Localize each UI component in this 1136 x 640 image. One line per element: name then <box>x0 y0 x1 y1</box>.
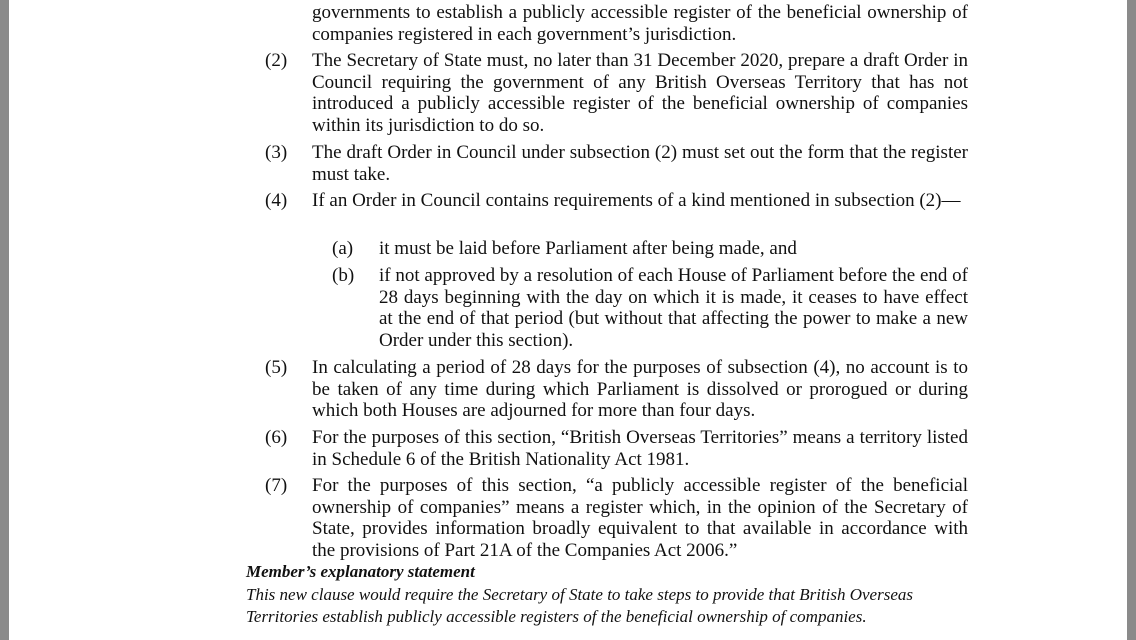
subsection-number: (4) <box>265 190 288 211</box>
subsection-text: The draft Order in Council under subsection (2) must set out the form that the register must take. <box>312 142 968 185</box>
document-page <box>9 0 1127 640</box>
subsection-text: If an Order in Council contains requirements of a kind mentioned in subsection (2)— <box>312 190 961 211</box>
subsection-number: (3) <box>265 142 288 163</box>
explanatory-statement-title: Member’s explanatory statement <box>246 562 475 581</box>
subsection-text: For the purposes of this section, “a publicly accessible register of the beneficial ownership of companies” means a register which, in the opinion of the Secretary of State, provides information broadly equivalent to that available in accordance with the provisions of Part 21A of the Companies Act 2006.” <box>312 475 968 561</box>
subsection-text: The Secretary of State must, no later than 31 December 2020, prepare a draft Order in Council requiring the government of any British Overseas Territory that has not introduced a publicly accessible register of the beneficial ownership of companies within its jurisdiction to do so. <box>312 50 968 136</box>
subsection-text: In calculating a period of 28 days for the purposes of subsection (4), no account is to be taken of any time during which Parliament is dissolved or prorogued or during which both Houses are adjourned for more than four days. <box>312 357 968 421</box>
paragraph-number: (a) <box>332 238 354 259</box>
subsection-number: (5) <box>265 357 288 378</box>
subsection-number: (2) <box>265 50 288 71</box>
clause-intro-continuation: governments to establish a publicly accessible register of the beneficial ownership of companies registered in each government’s jurisdiction. <box>312 2 968 45</box>
paragraph-text: if not approved by a resolution of each House of Parliament before the end of 28 days beginning with the day on which it is made, it ceases to have effect at the end of that period (but without that affecting the power to make a new Order under this section). <box>379 265 968 351</box>
paragraph-text: it must be laid before Parliament after being made, and <box>379 238 797 259</box>
subsection-text: For the purposes of this section, “British Overseas Territories” means a territory listed in Schedule 6 of the British Nationality Act 1981. <box>312 427 968 470</box>
explanatory-statement-body: This new clause would require the Secretary of State to take steps to provide that British Overseas Territories establish publicly accessible registers of the beneficial ownership of companies. <box>246 585 913 626</box>
subsection-number: (7) <box>265 475 288 496</box>
paragraph-number: (b) <box>332 265 355 286</box>
subsection-number: (6) <box>265 427 288 448</box>
